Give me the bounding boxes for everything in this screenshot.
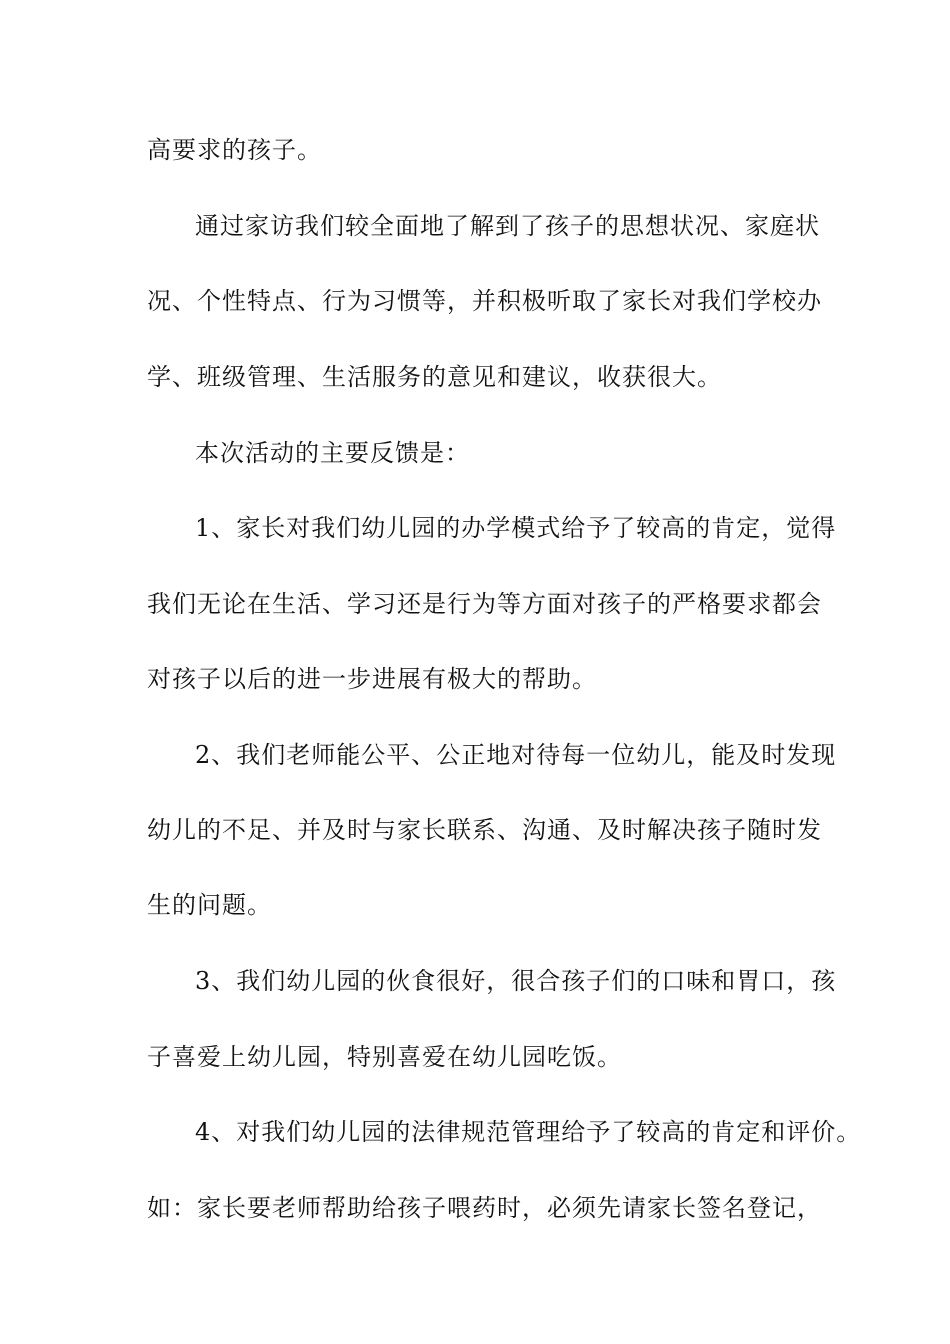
text-line: 4、对我们幼儿园的法律规范管理给予了较高的肯定和评价。 [195, 1118, 862, 1146]
text-line: 生的问题。 [147, 891, 272, 919]
text-line: 我们无论在生活、学习还是行为等方面对孩子的严格要求都会 [147, 590, 822, 618]
text-line: 3、我们幼儿园的伙食很好，很合孩子们的口味和胃口，孩 [195, 967, 837, 995]
text-line: 2、我们老师能公平、公正地对待每一位幼儿，能及时发现 [195, 741, 837, 769]
text-line: 如：家长要老师帮助给孩子喂药时，必须先请家长签名登记， [147, 1194, 822, 1222]
text-line: 幼儿的不足、并及时与家长联系、沟通、及时解决孩子随时发 [147, 816, 822, 844]
text-line: 通过家访我们较全面地了解到了孩子的思想状况、家庭状 [195, 212, 820, 240]
text-line: 高要求的孩子。 [147, 136, 322, 164]
text-line: 1、家长对我们幼儿园的办学模式给予了较高的肯定，觉得 [195, 514, 837, 542]
text-line: 况、个性特点、行为习惯等，并积极听取了家长对我们学校办 [147, 287, 822, 315]
text-line: 本次活动的主要反馈是： [195, 439, 470, 467]
text-line: 对孩子以后的进一步进展有极大的帮助。 [147, 665, 597, 693]
text-line: 子喜爱上幼儿园，特别喜爱在幼儿园吃饭。 [147, 1043, 622, 1071]
text-line: 学、班级管理、生活服务的意见和建议，收获很大。 [147, 363, 722, 391]
